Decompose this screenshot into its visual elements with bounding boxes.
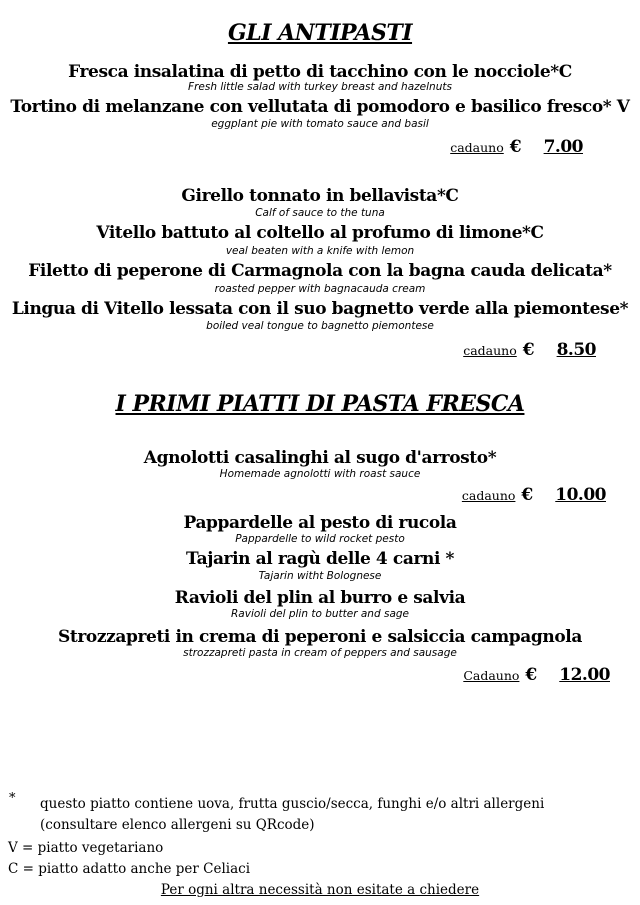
dish-name: Tortino di melanzane con vellutata di pomodoro e basilico fresco* V: [10, 97, 630, 117]
price-line: cadauno € 8.50: [463, 340, 596, 360]
dish-translation: Ravioli del plin to butter and sage: [231, 608, 409, 620]
allergen-bullet: *: [9, 791, 16, 806]
allergen-note-qrcode: (consultare elenco allergeni su QRcode): [40, 817, 315, 833]
price-line: cadauno € 10.00: [461, 485, 606, 505]
primi-title: I PRIMI PIATTI DI PASTA FRESCA: [115, 391, 525, 417]
dish-translation: Tajarin witht Bolognese: [258, 570, 382, 582]
price-line: Cadauno € 12.00: [463, 665, 610, 685]
vegetarian-note: V = piatto vegetariano: [8, 840, 164, 856]
dish-name: Agnolotti casalinghi al sugo d'arrosto*: [143, 448, 497, 468]
dish-name: Pappardelle al pesto di rucola: [183, 513, 457, 533]
dish-translation: strozzapreti pasta in cream of peppers and sausage: [183, 647, 457, 659]
dish-name: Vitello battuto al coltello al profumo di limone*C: [96, 223, 544, 243]
dish-translation: eggplant pie with tomato sauce and basil: [211, 118, 429, 130]
dish-translation: boiled veal tongue to bagnetto piemontese: [206, 320, 434, 332]
dish-translation: Fresh little salad with turkey breast and hazelnuts: [188, 81, 452, 93]
price-line: cadauno € 7.00: [450, 137, 583, 157]
antipasti-title: GLI ANTIPASTI: [227, 20, 413, 46]
celiac-note: C = piatto adatto anche per Celiaci: [8, 861, 251, 877]
dish-translation: Homemade agnolotti with roast sauce: [219, 468, 421, 480]
dish-name: Girello tonnato in bellavista*C: [181, 186, 459, 206]
closing-note: Per ogni altra necessità non esitate a chiedere: [160, 882, 480, 898]
allergen-note: questo piatto contiene uova, frutta guscio/secca, funghi e/o altri allergeni: [40, 796, 545, 812]
dish-name: Tajarin al ragù delle 4 carni *: [185, 549, 455, 569]
dish-name: Strozzapreti in crema di peperoni e salsiccia campagnola: [58, 627, 582, 647]
dish-name: Fresca insalatina di petto di tacchino con le nocciole*C: [68, 62, 572, 82]
dish-name: Filetto di peperone di Carmagnola con la bagna cauda delicata*: [28, 261, 612, 281]
dish-translation: veal beaten with a knife with lemon: [225, 245, 415, 257]
dish-translation: roasted pepper with bagnacauda cream: [214, 283, 426, 295]
dish-name: Lingua di Vitello lessata con il suo bagnetto verde alla piemontese*: [11, 299, 629, 319]
dish-translation: Calf of sauce to the tuna: [255, 207, 385, 219]
dish-translation: Pappardelle to wild rocket pesto: [235, 533, 405, 545]
dish-name: Ravioli del plin al burro e salvia: [174, 588, 466, 608]
